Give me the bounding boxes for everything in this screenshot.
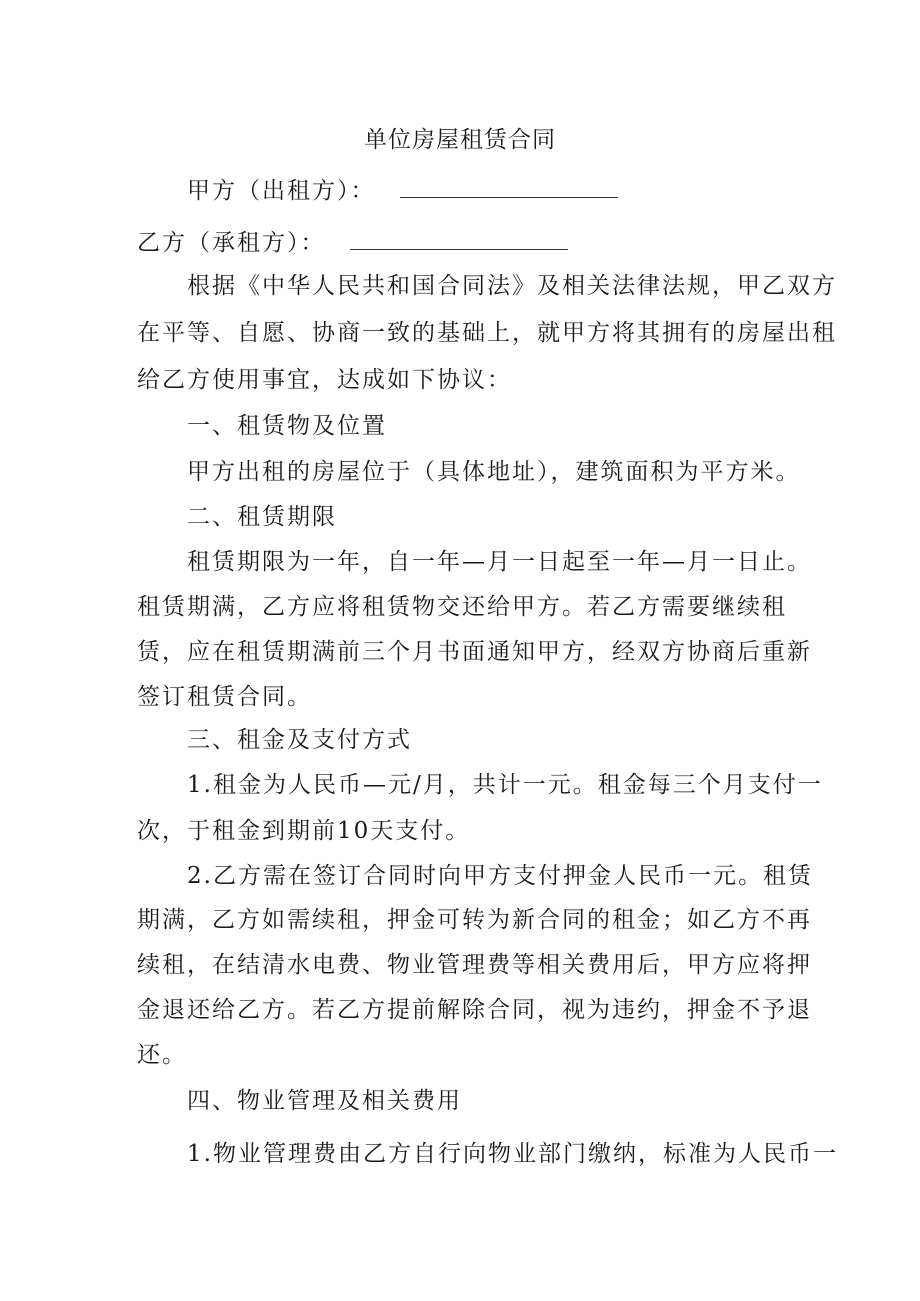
text-line: 还。 <box>137 1042 187 1068</box>
section-heading: 一、租赁物及位置 <box>187 413 387 439</box>
text-line: 签订租赁合同。 <box>137 684 312 710</box>
text-line: 租赁期限为一年，自一年—月一日起至一年—月一日止。 <box>187 549 812 575</box>
party-a-line <box>187 172 847 205</box>
text-line: 次，于租金到期前10天支付。 <box>137 818 471 844</box>
text-line: 给乙方使用事宜，达成如下协议： <box>137 367 512 393</box>
text-line: 金退还给乙方。若乙方提前解除合同，视为违约，押金不予退 <box>137 997 812 1023</box>
section-heading: 二、租赁期限 <box>187 504 337 530</box>
document-title: 单位房屋租赁合同 <box>364 127 556 153</box>
party-b-blank <box>350 229 568 250</box>
section-heading: 四、物业管理及相关费用 <box>187 1088 462 1114</box>
text-line: 在平等、自愿、协商一致的基础上，就甲方将其拥有的房屋出租 <box>137 320 837 346</box>
section-heading: 三、租金及支付方式 <box>187 727 412 753</box>
text-line: 2.乙方需在签订合同时向甲方支付押金人民币一元。租赁 <box>187 863 813 889</box>
text-line: 甲方出租的房屋位于（具体地址），建筑面积为平方米。 <box>187 459 801 485</box>
party-b-line <box>137 224 797 257</box>
text-line: 续租，在结清水电费、物业管理费等相关费用后，甲方应将押 <box>137 952 812 978</box>
party-a-label: 甲方（出租方）： <box>187 178 376 204</box>
text-line: 租赁期满，乙方应将租赁物交还给甲方。若乙方需要继续租 <box>137 594 787 620</box>
text-line: 期满，乙方如需续租，押金可转为新合同的租金；如乙方不再 <box>137 907 812 933</box>
text-line: 赁，应在租赁期满前三个月书面通知甲方，经双方协商后重新 <box>137 639 812 665</box>
text-line: 根据《中华人民共和国合同法》及相关法律法规，甲乙双方 <box>187 273 837 299</box>
party-b-label: 乙方（承租方）： <box>137 230 326 256</box>
party-a-blank <box>400 177 618 198</box>
text-line: 1.物业管理费由乙方自行向物业部门缴纳，标准为人民币一 <box>187 1141 838 1167</box>
text-line: 1.租金为人民币—元/月，共计一元。租金每三个月支付一 <box>187 772 823 798</box>
